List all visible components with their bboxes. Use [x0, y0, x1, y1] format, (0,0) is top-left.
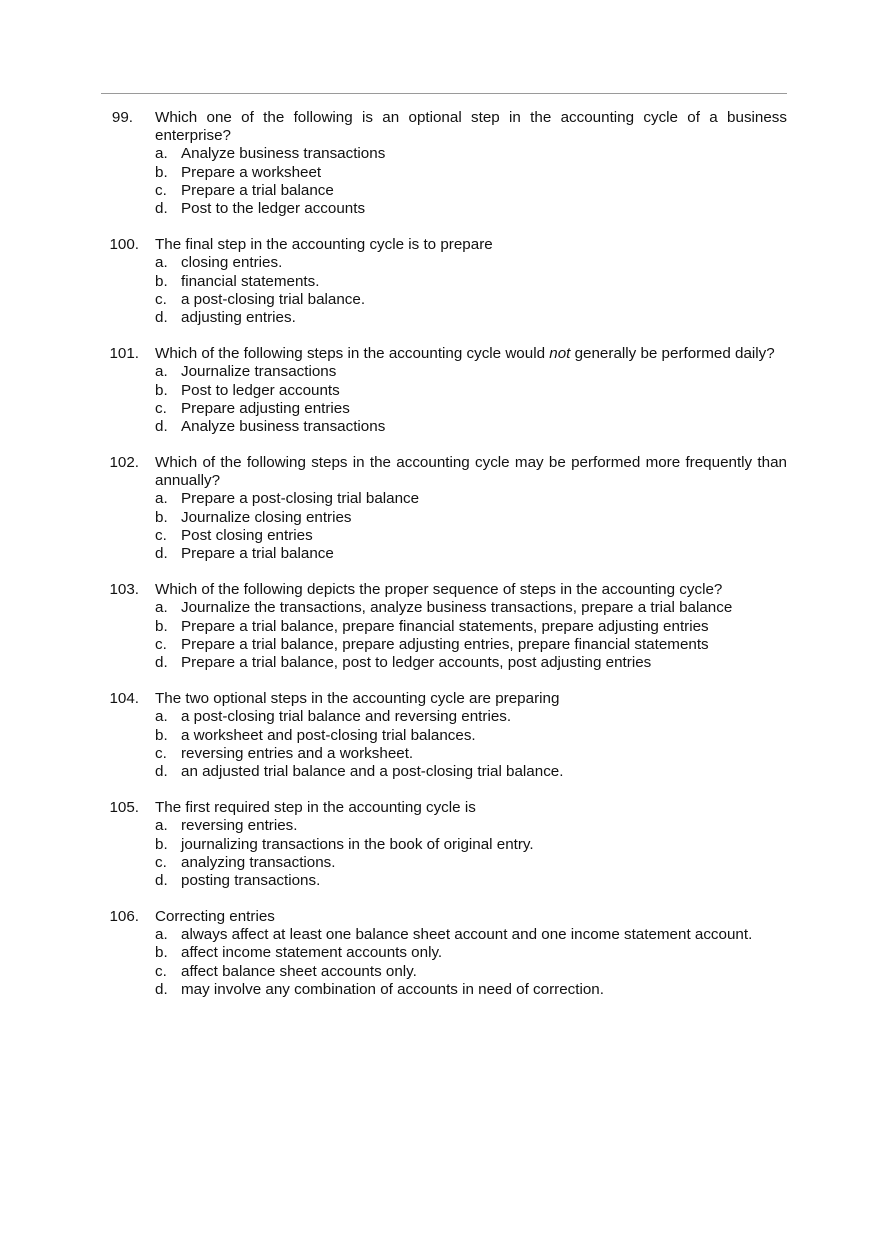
choice-letter: b. [155, 272, 168, 290]
choice-text: always affect at least one balance sheet account and one income statement account. [181, 926, 753, 944]
question-text [155, 109, 787, 145]
question-list [0, 109, 880, 1017]
choice-text: adjusting entries. [181, 308, 296, 326]
choice-text: Prepare a worksheet [181, 163, 322, 181]
choice-letter: d. [155, 762, 168, 780]
choice-d [155, 872, 880, 890]
question-text [155, 799, 787, 817]
choice-text: analyzing transactions. [181, 853, 336, 871]
choice-text: Post closing entries [181, 526, 313, 544]
choice-d [155, 981, 880, 999]
choice-text: posting transactions. [181, 871, 321, 889]
question-number: 100. [109, 236, 139, 254]
choice-text: Prepare adjusting entries [181, 399, 350, 417]
question-102 [0, 454, 880, 563]
choice-d [155, 763, 880, 781]
choice-letter: a. [155, 599, 168, 617]
question-99 [0, 109, 880, 218]
choice-d [155, 309, 880, 327]
question-text [155, 236, 787, 254]
choice-letter: d. [155, 545, 168, 563]
choice-text: Prepare a trial balance [181, 181, 334, 199]
question-text-part: Which of the following depicts the proper sequence of steps in the accounting cycle? [155, 581, 723, 599]
header-rule [101, 93, 787, 94]
question-105 [0, 799, 880, 890]
question-number: 101. [109, 345, 139, 363]
choice-b [155, 382, 880, 400]
choice-letter: b. [155, 944, 168, 962]
choice-text: affect income statement accounts only. [181, 944, 443, 962]
choice-c [155, 854, 880, 872]
choice-text: Prepare a trial balance, prepare financial statements, prepare adjusting entries [181, 617, 709, 635]
choice-list [0, 599, 880, 672]
choice-letter: a. [155, 708, 168, 726]
choice-a [155, 817, 880, 835]
choice-letter: d. [155, 980, 168, 998]
question-104 [0, 690, 880, 781]
choice-b [155, 944, 880, 962]
choice-list [0, 145, 880, 218]
choice-text: Prepare a post-closing trial balance [181, 490, 420, 508]
choice-b [155, 618, 880, 636]
choice-b [155, 509, 880, 527]
choice-text: may involve any combination of accounts in need of correction. [181, 980, 604, 998]
choice-text: Post to the ledger accounts [181, 199, 366, 217]
choice-letter: b. [155, 617, 168, 635]
choice-text: a post-closing trial balance. [181, 290, 366, 308]
question-text-part: generally be performed daily? [570, 345, 775, 363]
question-text-part: Correcting entries [155, 908, 275, 926]
question-text-part: Which of the following steps in the accounting cycle would [155, 345, 550, 363]
question-text-part: Which one of the following is an optional step in the accounting cycle of a business enterprise? [155, 109, 787, 145]
question-103 [0, 581, 880, 672]
choice-text: an adjusted trial balance and a post-closing trial balance. [181, 762, 564, 780]
choice-list [0, 708, 880, 781]
choice-a [155, 599, 880, 617]
choice-c [155, 527, 880, 545]
choice-list [0, 490, 880, 563]
question-text [155, 581, 787, 599]
choice-list [0, 254, 880, 327]
choice-letter: d. [155, 871, 168, 889]
choice-letter: c. [155, 290, 167, 308]
choice-text: Prepare a trial balance [181, 545, 334, 563]
question-text-part: Which of the following steps in the accounting cycle may be performed more frequently than annually? [155, 454, 787, 490]
choice-c [155, 745, 880, 763]
choice-c [155, 400, 880, 418]
choice-text: a post-closing trial balance and reversing entries. [181, 708, 512, 726]
choice-c [155, 636, 880, 654]
choice-letter: a. [155, 926, 168, 944]
question-101 [0, 345, 880, 436]
question-number: 104. [109, 690, 139, 708]
choice-letter: d. [155, 417, 168, 435]
choice-a [155, 926, 880, 944]
choice-letter: d. [155, 199, 168, 217]
choice-d [155, 545, 880, 563]
choice-letter: a. [155, 363, 168, 381]
question-100 [0, 236, 880, 327]
choice-a [155, 708, 880, 726]
choice-b [155, 164, 880, 182]
choice-letter: b. [155, 726, 168, 744]
question-text [155, 345, 787, 363]
choice-text: closing entries. [181, 254, 283, 272]
question-number: 99. [111, 109, 133, 126]
question-text [155, 454, 787, 490]
choice-d [155, 418, 880, 436]
choice-text: Prepare a trial balance, post to ledger accounts, post adjusting entries [181, 653, 652, 671]
choice-letter: c. [155, 635, 167, 653]
choice-letter: b. [155, 381, 168, 399]
choice-a [155, 145, 880, 163]
choice-text: journalizing transactions in the book of original entry. [181, 835, 534, 853]
choice-a [155, 254, 880, 272]
choice-text: reversing entries and a worksheet. [181, 744, 414, 762]
choice-a [155, 490, 880, 508]
choice-letter: b. [155, 163, 168, 181]
choice-letter: d. [155, 653, 168, 671]
choice-text: a worksheet and post-closing trial balances. [181, 726, 476, 744]
choice-letter: c. [155, 399, 167, 417]
choice-b [155, 836, 880, 854]
choice-letter: b. [155, 835, 168, 853]
choice-text: Journalize the transactions, analyze business transactions, prepare a trial balance [181, 599, 733, 617]
choice-c [155, 291, 880, 309]
choice-letter: c. [155, 526, 167, 544]
choice-text: financial statements. [181, 272, 320, 290]
choice-text: affect balance sheet accounts only. [181, 962, 417, 980]
question-emphasis: not [549, 345, 571, 363]
choice-text: reversing entries. [181, 817, 298, 835]
choice-letter: d. [155, 308, 168, 326]
question-text [155, 908, 787, 926]
choice-letter: b. [155, 508, 168, 526]
question-number: 105. [109, 799, 139, 817]
choice-text: Journalize transactions [181, 363, 337, 381]
choice-letter: a. [155, 817, 168, 835]
choice-list [0, 363, 880, 436]
question-text-part: The first required step in the accounting cycle is [155, 799, 476, 817]
choice-a [155, 363, 880, 381]
choice-letter: c. [155, 853, 167, 871]
choice-d [155, 200, 880, 218]
choice-c [155, 963, 880, 981]
choice-b [155, 727, 880, 745]
choice-text: Post to ledger accounts [181, 381, 340, 399]
choice-letter: a. [155, 145, 168, 163]
question-number: 103. [109, 581, 139, 599]
choice-d [155, 654, 880, 672]
choice-list [0, 926, 880, 999]
question-number: 102. [109, 454, 139, 472]
choice-text: Prepare a trial balance, prepare adjusting entries, prepare financial statements [181, 635, 709, 653]
question-text-part: The final step in the accounting cycle is to prepare [155, 236, 493, 254]
choice-text: Analyze business transactions [181, 145, 386, 163]
choice-list [0, 817, 880, 890]
choice-letter: a. [155, 490, 168, 508]
choice-text: Journalize closing entries [181, 508, 352, 526]
choice-letter: c. [155, 962, 167, 980]
choice-letter: c. [155, 181, 167, 199]
question-number: 106. [109, 908, 139, 926]
choice-text: Analyze business transactions [181, 417, 386, 435]
choice-b [155, 273, 880, 291]
choice-letter: a. [155, 254, 168, 272]
choice-c [155, 182, 880, 200]
question-106 [0, 908, 880, 999]
question-text [155, 690, 787, 708]
question-text-part: The two optional steps in the accounting cycle are preparing [155, 690, 560, 708]
choice-letter: c. [155, 744, 167, 762]
